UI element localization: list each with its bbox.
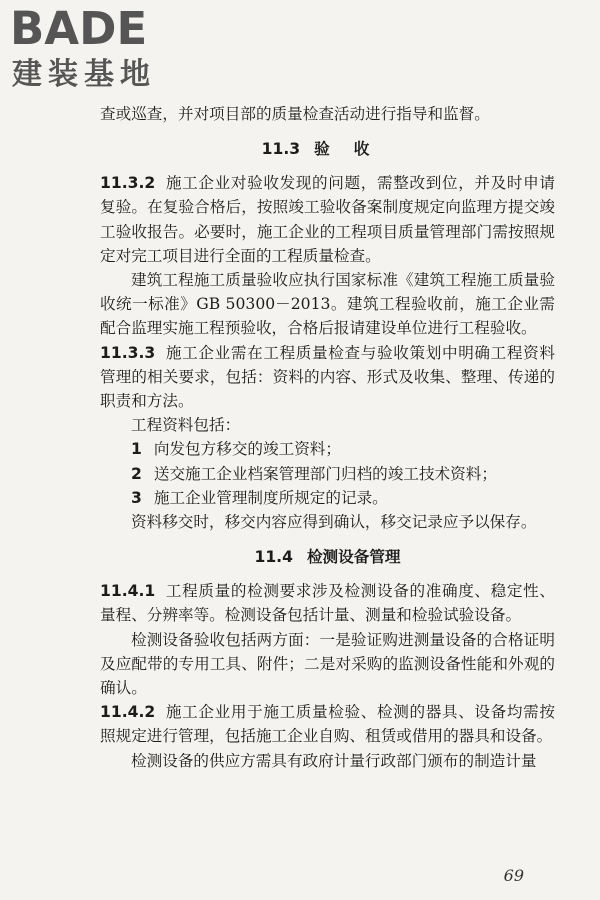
clause-number: 11.4.1 xyxy=(100,582,156,601)
clause-11-4-1 xyxy=(100,579,555,627)
paragraph-transfer: 资料移交时，移交内容应得到确认，移交记录应予以保存。 xyxy=(131,513,537,532)
clause-text: 施工企业需在工程质量检查与验收策划中明确工程资料管理的相关要求，包括：资料的内容、形式及收集、整理、传递的职责和方法。 xyxy=(100,343,555,411)
page-number: 69 xyxy=(503,866,524,885)
clause-11-3-3 xyxy=(100,341,555,414)
clause-11-4-2 xyxy=(100,700,555,748)
section-number: 11.3 xyxy=(261,140,301,159)
list-item xyxy=(100,437,555,461)
bade-logo xyxy=(10,4,180,100)
clause-11-3-2 xyxy=(100,171,555,268)
list-item-text: 送交施工企业档案管理部门归档的竣工技术资料； xyxy=(153,464,497,483)
logo-wordmark: BADE xyxy=(10,2,148,55)
section-title: 检测设备管理 xyxy=(306,548,401,567)
paragraph-supplier: 检测设备的供应方需具有政府计量行政部门颁布的制造计量 xyxy=(131,751,537,770)
list-item-number: 3 xyxy=(131,488,142,507)
section-number: 11.4 xyxy=(254,548,293,567)
list-item-number: 2 xyxy=(131,464,142,483)
paragraph-standard: 建筑工程施工质量验收应执行国家标准《建筑工程施工质量验收统一标准》GB 50300－2013。建筑工程验收前，施工企业需配合监理实施工程预验收，合格后报请建设单位进行工程验收。 xyxy=(100,271,555,338)
clause-number: 11.3.3 xyxy=(100,343,156,362)
list-item-text: 施工企业管理制度所规定的记录。 xyxy=(153,488,388,507)
clause-text: 工程质量的检测要求涉及检测设备的准确度、稳定性、量程、分辨率等。检测设备包括计量、测量和检验试验设备。 xyxy=(100,582,555,625)
list-item xyxy=(100,486,555,510)
list-item-text: 向发包方移交的竣工资料； xyxy=(153,440,341,459)
paragraph-materials-intro: 工程资料包括： xyxy=(131,416,241,435)
section-heading-11-3 xyxy=(100,137,555,161)
paragraph-acceptance: 检测设备验收包括两方面：一是验证购进测量设备的合格证明及应配带的专用工具、附件；二是对采购的监测设备性能和外观的确认。 xyxy=(100,630,555,698)
section-title: 验收 xyxy=(314,140,394,159)
list-item xyxy=(100,462,555,486)
list-item-number: 1 xyxy=(131,440,142,459)
clause-text: 施工企业对验收发现的问题，需整改到位，并及时申请复验。在复验合格后，按照竣工验收备案制度规定向监理方提交竣工验收报告。必要时，施工企业的工程项目质量管理部门需按照规定对完工项目进行全面的工程质量检查。 xyxy=(100,174,555,265)
page-body xyxy=(100,102,555,773)
clause-text: 施工企业用于施工质量检验、检测的器具、设备均需按照规定进行管理，包括施工企业自购、租赁或借用的器具和设备。 xyxy=(100,703,555,746)
section-heading-11-4 xyxy=(100,545,555,569)
clause-number: 11.4.2 xyxy=(100,703,156,722)
clause-number: 11.3.2 xyxy=(100,174,156,193)
paragraph-intro: 查或巡查，并对项目部的质量检查活动进行指导和监督。 xyxy=(100,105,490,123)
logo-subtitle: 建装基地 xyxy=(12,57,156,92)
